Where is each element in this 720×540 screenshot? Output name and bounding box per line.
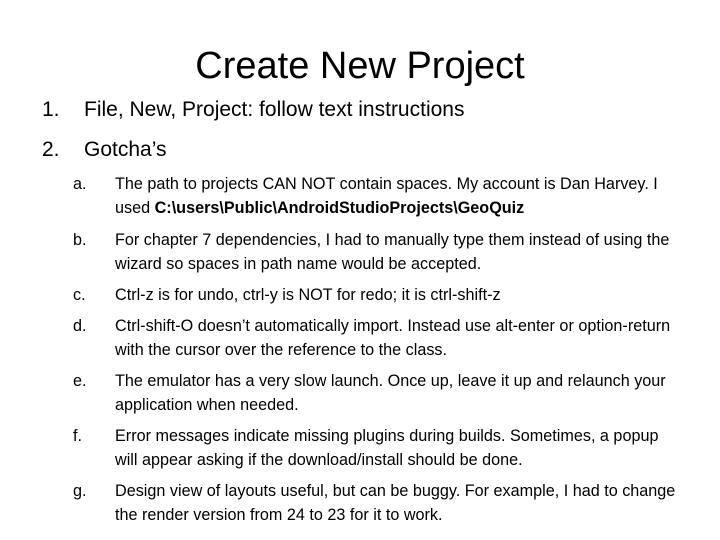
sub-list-item-text: For chapter 7 dependencies, I had to manually type them instead of using the wizard so spaces in path name would be accepted. [115, 231, 670, 273]
sub-list-item-plain-text: The path to projects CAN NOT contain spaces. My account is Dan Harvey. I used [115, 175, 658, 217]
list-item-number: 2. [42, 138, 60, 161]
sub-list-item-text: Ctrl-shift-O doesn’t automatically import. Instead use alt-enter or option-return with the cursor over the reference to the class. [115, 317, 671, 359]
sub-list-item-text: Error messages indicate missing plugins during builds. Sometimes, a popup will appear asking if the download/install should be done. [115, 427, 659, 469]
sub-list-item-letter: b. [73, 231, 87, 249]
sub-list-item-text: Ctrl-z is for undo, ctrl-y is NOT for redo; it is ctrl-shift-z [115, 286, 501, 304]
project-path: C:\users\Public\AndroidStudioProjects\GeoQuiz [154, 199, 525, 217]
slide-title: Create New Project [195, 45, 525, 87]
sub-list-item-text: The emulator has a very slow launch. Once up, leave it up and relaunch your application when needed. [115, 372, 666, 414]
sub-list-item-letter: e. [73, 372, 87, 390]
sub-list-item-letter: g. [73, 482, 87, 500]
sub-list-item-letter: a. [73, 175, 87, 193]
sub-list-item-letter: c. [73, 286, 86, 304]
sub-list-item-letter: f. [73, 427, 82, 445]
list-item-number: 1. [42, 98, 60, 121]
list-item-text: Gotcha’s [84, 138, 167, 161]
sub-list-item-letter: d. [73, 317, 87, 335]
sub-list-item-text: Design view of layouts useful, but can be buggy. For example, I had to change the render version from 24 to 23 for it to work. [115, 482, 676, 524]
list-item-text: File, New, Project: follow text instructions [84, 98, 465, 121]
sub-list-item-text [115, 172, 685, 220]
